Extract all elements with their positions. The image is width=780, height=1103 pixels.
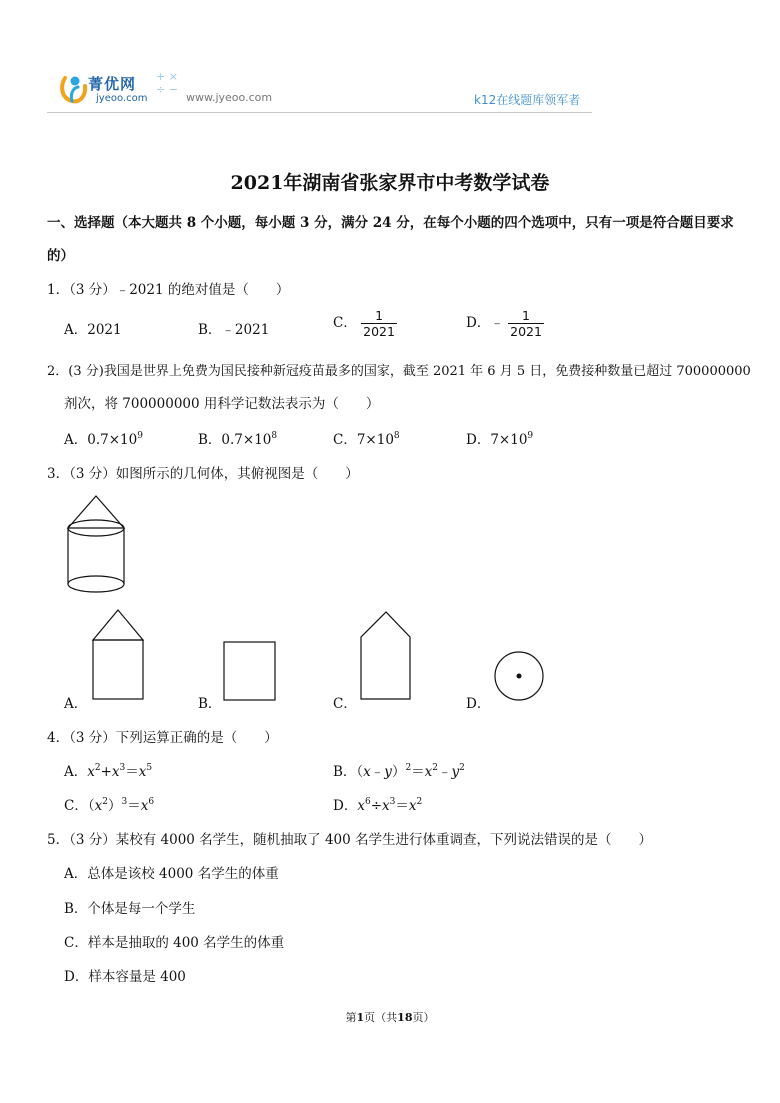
question-5-option-d: D．样本容量是 400 — [64, 969, 186, 985]
option-d-exponent: 9 — [527, 431, 534, 441]
question-4-option-b: B．$(x﹣y)^2=x^2﹣y^2$ — [333, 763, 465, 780]
fraction-d-denominator: 2021 — [510, 324, 542, 339]
section-heading: 一、选择题（本大题共 8 个小题，每小题 3 分，满分 24 分，在每个小题的四个选项中，只有一项是符合题目要求 — [47, 215, 734, 231]
option-b-exponent: 8 — [271, 431, 278, 441]
geometric-solid-figure — [64, 494, 128, 600]
option-a-figure — [90, 608, 146, 702]
header-divider — [47, 112, 592, 113]
section-heading-continued: 的） — [47, 248, 74, 264]
question-5-stem: 5．（3 分）某校有 4000 名学生，随机抽取了 400 名学生进行体重调查，下列说法错误的是（ ） — [47, 832, 653, 848]
option-c-label: C． — [333, 315, 357, 331]
fraction-c-numerator: 1 — [361, 308, 397, 324]
option-b-base: B．0.7×10 — [198, 432, 272, 448]
question-3-option-a: A． — [64, 696, 88, 712]
footer-total-pages: 18 — [397, 1011, 413, 1024]
question-4-option-c: C．$(x^2)^3=x^6$ — [64, 797, 155, 814]
question-2-stem-continued: 剂次，将 700000000 用科学记数法表示为（ ） — [64, 396, 380, 412]
question-2-option-d — [466, 428, 533, 448]
page-footer — [0, 1009, 780, 1025]
question-3-option-b: B． — [198, 696, 222, 712]
option-b-label: B． — [333, 764, 357, 780]
question-3-option-d: D． — [466, 696, 491, 712]
fraction-d-numerator: 1 — [508, 308, 544, 324]
header-tagline: k12在线题库领军者 — [474, 93, 581, 107]
footer-suffix: 页） — [412, 1011, 435, 1024]
option-c-exponent: 8 — [393, 431, 400, 441]
fraction-d — [508, 308, 544, 339]
question-2-option-b — [198, 428, 277, 448]
question-1-option-c — [333, 308, 397, 339]
question-2-option-c — [333, 428, 400, 448]
logo-math-operators: + × ÷ − — [156, 70, 178, 96]
exam-title: 2021年湖南省张家界市中考数学试卷 — [230, 172, 550, 194]
question-5-option-a: A．总体是该校 4000 名学生的体重 — [64, 866, 279, 882]
option-d-label: D． — [466, 315, 491, 331]
option-b-figure — [222, 640, 278, 702]
footer-page-number: 1 — [356, 1011, 365, 1024]
question-4-option-a: A．$x^2+x^3=x^5$ — [64, 763, 153, 780]
question-1-option-b: B．﹣2021 — [198, 322, 270, 338]
question-2-stem: 2．(3 分)我国是世界上免费为国民接种新冠疫苗最多的国家，截至 2021 年 6 月 5 日，免费接种数量已超过 700000000 — [47, 364, 751, 379]
option-a-exponent: 9 — [137, 431, 143, 441]
question-2-option-a — [64, 428, 143, 448]
question-4-stem: 4．（3 分）下列运算正确的是（ ） — [47, 730, 278, 746]
question-1-stem: 1．（3 分）﹣2021 的绝对值是（ ） — [47, 282, 290, 298]
option-d-sign: ﹣ — [490, 315, 504, 331]
footer-prefix: 第 — [345, 1011, 357, 1024]
jyeoo-logo-icon — [58, 72, 90, 106]
question-3-option-c: C． — [333, 696, 357, 712]
question-5-option-c: C．样本是抽取的 400 名学生的体重 — [64, 935, 285, 951]
option-d-figure — [493, 650, 545, 702]
logo-brand-name: 菁优网 — [88, 75, 137, 93]
option-d-label: D． — [333, 798, 358, 814]
option-c-label: C． — [64, 798, 88, 814]
question-1-option-d — [466, 308, 544, 339]
option-c-figure — [358, 610, 414, 702]
option-d-base: D．7×10 — [466, 432, 528, 448]
header-url: www.jyeoo.com — [186, 91, 273, 104]
option-a-base: A．0.7×10 — [64, 432, 138, 448]
fraction-c-denominator: 2021 — [363, 324, 395, 339]
question-4-option-d: D．$x^6\div x^3=x^2$ — [333, 797, 423, 814]
fraction-c — [361, 308, 397, 339]
question-1-option-a: A．2021 — [64, 322, 122, 338]
logo-brand-domain: jyeoo.com — [96, 93, 148, 104]
footer-middle: 页（共 — [364, 1011, 398, 1024]
option-c-base: C．7×10 — [333, 432, 394, 448]
question-5-option-b: B．个体是每一个学生 — [64, 901, 196, 917]
question-3-stem: 3．（3 分）如图所示的几何体，其俯视图是（ ） — [47, 466, 359, 482]
option-a-label: A． — [64, 764, 88, 780]
